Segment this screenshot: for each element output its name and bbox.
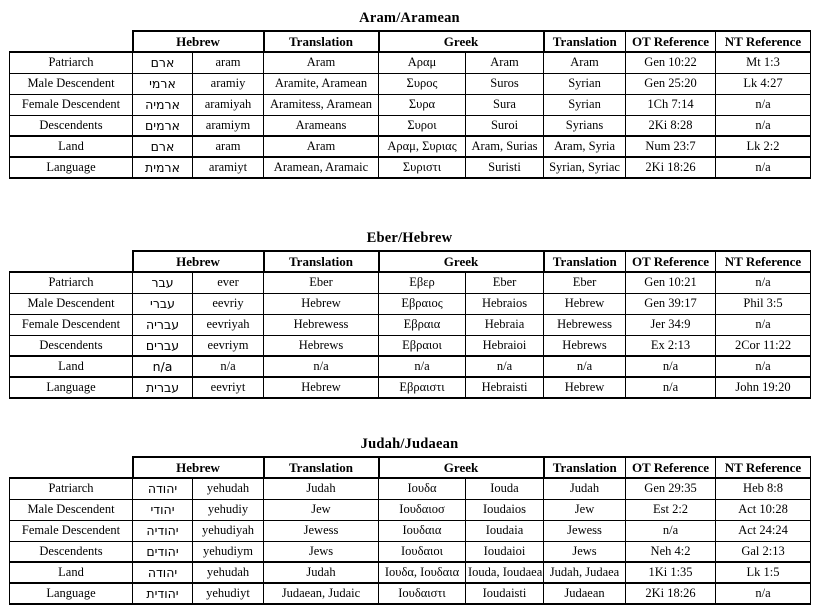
nt-reference-cell: n/a	[716, 272, 811, 293]
hebrew-script-cell: עברית	[133, 377, 193, 398]
hebrew-script-cell: יהודים	[133, 541, 193, 562]
corner-cell	[10, 457, 133, 478]
ot-reference-cell: Gen 25:20	[626, 73, 716, 94]
table-row-language	[10, 377, 811, 398]
table-row-descendents	[10, 335, 811, 356]
greek-translation-cell: Syrian, Syriac	[544, 157, 626, 178]
col-header-ot-reference: OT Reference	[626, 251, 716, 272]
hebrew-translit-cell: eevriyt	[193, 377, 264, 398]
hebrew-translit-cell: aramiyt	[193, 157, 264, 178]
hebrew-script-cell: עברי	[133, 293, 193, 314]
language-table-aram	[9, 30, 811, 179]
greek-translation-cell: Syrian	[544, 94, 626, 115]
hebrew-script-cell: ארמי	[133, 73, 193, 94]
ot-reference-cell: Neh 4:2	[626, 541, 716, 562]
table-row-female-descendent	[10, 520, 811, 541]
row-label: Male Descendent	[10, 73, 133, 94]
greek-script-cell: Ιουδα	[379, 478, 466, 499]
language-table-eber	[9, 250, 811, 399]
hebrew-translit-cell: n/a	[193, 356, 264, 377]
nt-reference-cell: n/a	[716, 356, 811, 377]
hebrew-translation-cell: Hebrew	[264, 293, 379, 314]
greek-translation-cell: Eber	[544, 272, 626, 293]
nt-reference-cell: Act 10:28	[716, 499, 811, 520]
col-header-translation-2: Translation	[544, 457, 626, 478]
hebrew-script-cell: ארמיה	[133, 94, 193, 115]
hebrew-translit-cell: yehudah	[193, 562, 264, 583]
greek-translit-cell: Iouda, Ioudaea	[466, 562, 544, 583]
greek-translation-cell: Syrian	[544, 73, 626, 94]
nt-reference-cell: Act 24:24	[716, 520, 811, 541]
hebrew-translation-cell: n/a	[264, 356, 379, 377]
table-row-male-descendent	[10, 293, 811, 314]
hebrew-translit-cell: aramiym	[193, 115, 264, 136]
col-header-nt-reference: NT Reference	[716, 457, 811, 478]
row-label: Female Descendent	[10, 314, 133, 335]
hebrew-translation-cell: Hebrews	[264, 335, 379, 356]
row-label: Female Descendent	[10, 520, 133, 541]
greek-translit-cell: Sura	[466, 94, 544, 115]
greek-script-cell: Συρος	[379, 73, 466, 94]
row-label: Language	[10, 583, 133, 604]
greek-translation-cell: Jews	[544, 541, 626, 562]
greek-translation-cell: n/a	[544, 356, 626, 377]
row-label: Land	[10, 356, 133, 377]
row-label: Descendents	[10, 335, 133, 356]
greek-translit-cell: Hebraisti	[466, 377, 544, 398]
table-row-language	[10, 583, 811, 604]
greek-translation-cell: Jewess	[544, 520, 626, 541]
greek-translit-cell: Hebraios	[466, 293, 544, 314]
ot-reference-cell: Num 23:7	[626, 136, 716, 157]
hebrew-translation-cell: Jews	[264, 541, 379, 562]
table-row-descendents	[10, 541, 811, 562]
table-row-male-descendent	[10, 73, 811, 94]
greek-script-cell: Αραμ, Συριας	[379, 136, 466, 157]
hebrew-translit-cell: yehudiy	[193, 499, 264, 520]
greek-translation-cell: Jew	[544, 499, 626, 520]
greek-script-cell: Εβραια	[379, 314, 466, 335]
col-header-nt-reference: NT Reference	[716, 251, 811, 272]
greek-translit-cell: Ioudaisti	[466, 583, 544, 604]
hebrew-translation-cell: Aram	[264, 136, 379, 157]
row-label: Patriarch	[10, 52, 133, 73]
greek-script-cell: n/a	[379, 356, 466, 377]
row-label: Land	[10, 562, 133, 583]
table-row-descendents	[10, 115, 811, 136]
ot-reference-cell: 1Ki 1:35	[626, 562, 716, 583]
ot-reference-cell: 2Ki 18:26	[626, 583, 716, 604]
col-header-nt-reference: NT Reference	[716, 31, 811, 52]
greek-script-cell: Εβραιστι	[379, 377, 466, 398]
nt-reference-cell: 2Cor 11:22	[716, 335, 811, 356]
ot-reference-cell: Jer 34:9	[626, 314, 716, 335]
hebrew-script-cell: ארם	[133, 52, 193, 73]
greek-translation-cell: Judaean	[544, 583, 626, 604]
header-row	[10, 31, 811, 52]
row-label: Descendents	[10, 541, 133, 562]
greek-script-cell: Ιουδαια	[379, 520, 466, 541]
nt-reference-cell: Lk 4:27	[716, 73, 811, 94]
col-header-translation-2: Translation	[544, 31, 626, 52]
hebrew-translation-cell: Jewess	[264, 520, 379, 541]
hebrew-translit-cell: eevriy	[193, 293, 264, 314]
ot-reference-cell: 1Ch 7:14	[626, 94, 716, 115]
col-header-greek: Greek	[379, 457, 544, 478]
greek-translit-cell: Suristi	[466, 157, 544, 178]
hebrew-translation-cell: Hebrewess	[264, 314, 379, 335]
hebrew-script-cell: עברים	[133, 335, 193, 356]
hebrew-translation-cell: Aram	[264, 52, 379, 73]
row-label: Male Descendent	[10, 293, 133, 314]
hebrew-translation-cell: Aramean, Aramaic	[264, 157, 379, 178]
row-label: Land	[10, 136, 133, 157]
ot-reference-cell: 2Ki 8:28	[626, 115, 716, 136]
table-row-female-descendent	[10, 314, 811, 335]
greek-script-cell: Εβερ	[379, 272, 466, 293]
hebrew-script-cell: ארמית	[133, 157, 193, 178]
greek-script-cell: Ιουδαιοι	[379, 541, 466, 562]
greek-script-cell: Εβραιος	[379, 293, 466, 314]
hebrew-translit-cell: aramiyah	[193, 94, 264, 115]
hebrew-script-cell: יהודה	[133, 478, 193, 499]
table-section-judah	[9, 436, 810, 605]
table-row-land	[10, 136, 811, 157]
nt-reference-cell: n/a	[716, 157, 811, 178]
greek-translit-cell: Iouda	[466, 478, 544, 499]
row-label: Language	[10, 377, 133, 398]
hebrew-script-cell: ארם	[133, 136, 193, 157]
table-section-aram	[9, 10, 810, 179]
nt-reference-cell: Mt 1:3	[716, 52, 811, 73]
hebrew-script-cell: עבריה	[133, 314, 193, 335]
hebrew-translation-cell: Eber	[264, 272, 379, 293]
ot-reference-cell: Gen 29:35	[626, 478, 716, 499]
ot-reference-cell: Gen 10:22	[626, 52, 716, 73]
hebrew-script-cell: יהודית	[133, 583, 193, 604]
hebrew-translit-cell: eevriyah	[193, 314, 264, 335]
hebrew-script-cell: יהודיה	[133, 520, 193, 541]
row-label: Female Descendent	[10, 94, 133, 115]
ot-reference-cell: n/a	[626, 356, 716, 377]
greek-translit-cell: Eber	[466, 272, 544, 293]
hebrew-translit-cell: yehudah	[193, 478, 264, 499]
row-label: Patriarch	[10, 478, 133, 499]
col-header-ot-reference: OT Reference	[626, 31, 716, 52]
greek-translit-cell: Suroi	[466, 115, 544, 136]
greek-translation-cell: Aram	[544, 52, 626, 73]
hebrew-translation-cell: Arameans	[264, 115, 379, 136]
table-row-female-descendent	[10, 94, 811, 115]
table-row-land	[10, 356, 811, 377]
nt-reference-cell: n/a	[716, 115, 811, 136]
ot-reference-cell: Ex 2:13	[626, 335, 716, 356]
table-title-eber: Eber/Hebrew	[366, 230, 453, 246]
table-title-judah: Judah/Judaean	[360, 436, 459, 452]
col-header-greek: Greek	[379, 31, 544, 52]
col-header-greek: Greek	[379, 251, 544, 272]
greek-translation-cell: Hebrew	[544, 293, 626, 314]
hebrew-script-cell: יהודה	[133, 562, 193, 583]
table-row-patriarch	[10, 272, 811, 293]
col-header-translation-1: Translation	[264, 251, 379, 272]
greek-translit-cell: Ioudaioi	[466, 541, 544, 562]
nt-reference-cell: Heb 8:8	[716, 478, 811, 499]
table-row-patriarch	[10, 478, 811, 499]
hebrew-translation-cell: Aramite, Aramean	[264, 73, 379, 94]
greek-script-cell: Ιουδαιοσ	[379, 499, 466, 520]
ot-reference-cell: Gen 10:21	[626, 272, 716, 293]
greek-translation-cell: Judah	[544, 478, 626, 499]
hebrew-translit-cell: yehudiyah	[193, 520, 264, 541]
nt-reference-cell: n/a	[716, 94, 811, 115]
greek-translation-cell: Syrians	[544, 115, 626, 136]
ot-reference-cell: Est 2:2	[626, 499, 716, 520]
row-label: Language	[10, 157, 133, 178]
greek-translit-cell: Hebraia	[466, 314, 544, 335]
greek-translit-cell: Ioudaia	[466, 520, 544, 541]
nt-reference-cell: n/a	[716, 583, 811, 604]
greek-translit-cell: Hebraioi	[466, 335, 544, 356]
greek-script-cell: Αραμ	[379, 52, 466, 73]
hebrew-translit-cell: aramiy	[193, 73, 264, 94]
nt-reference-cell: Lk 1:5	[716, 562, 811, 583]
hebrew-translit-cell: ever	[193, 272, 264, 293]
hebrew-translit-cell: yehudiyt	[193, 583, 264, 604]
greek-translation-cell: Hebrews	[544, 335, 626, 356]
hebrew-script-cell: יהודי	[133, 499, 193, 520]
greek-translation-cell: Judah, Judaea	[544, 562, 626, 583]
row-label: Patriarch	[10, 272, 133, 293]
greek-script-cell: Ιουδα, Ιουδαια	[379, 562, 466, 583]
greek-translit-cell: n/a	[466, 356, 544, 377]
greek-translit-cell: Aram	[466, 52, 544, 73]
nt-reference-cell: n/a	[716, 314, 811, 335]
greek-translit-cell: Suros	[466, 73, 544, 94]
greek-translation-cell: Hebrewess	[544, 314, 626, 335]
language-table-judah	[9, 456, 811, 605]
row-label: Descendents	[10, 115, 133, 136]
col-header-hebrew: Hebrew	[133, 251, 264, 272]
nt-reference-cell: Phil 3:5	[716, 293, 811, 314]
greek-translit-cell: Aram, Surias	[466, 136, 544, 157]
hebrew-translation-cell: Judaean, Judaic	[264, 583, 379, 604]
ot-reference-cell: n/a	[626, 520, 716, 541]
table-section-eber	[9, 230, 810, 399]
greek-translit-cell: Ioudaios	[466, 499, 544, 520]
header-row	[10, 251, 811, 272]
hebrew-translation-cell: Jew	[264, 499, 379, 520]
hebrew-translit-cell: yehudiym	[193, 541, 264, 562]
hebrew-script-cell: ארמים	[133, 115, 193, 136]
col-header-translation-2: Translation	[544, 251, 626, 272]
greek-translation-cell: Hebrew	[544, 377, 626, 398]
corner-cell	[10, 31, 133, 52]
hebrew-translation-cell: Hebrew	[264, 377, 379, 398]
hebrew-script-cell: עבר	[133, 272, 193, 293]
col-header-ot-reference: OT Reference	[626, 457, 716, 478]
hebrew-script-cell: n/a	[133, 356, 193, 377]
greek-translation-cell: Aram, Syria	[544, 136, 626, 157]
ot-reference-cell: n/a	[626, 377, 716, 398]
nt-reference-cell: Lk 2:2	[716, 136, 811, 157]
header-row	[10, 457, 811, 478]
greek-script-cell: Συρα	[379, 94, 466, 115]
hebrew-translit-cell: eevriym	[193, 335, 264, 356]
col-header-translation-1: Translation	[264, 457, 379, 478]
table-row-male-descendent	[10, 499, 811, 520]
col-header-hebrew: Hebrew	[133, 457, 264, 478]
hebrew-translit-cell: aram	[193, 52, 264, 73]
ot-reference-cell: 2Ki 18:26	[626, 157, 716, 178]
ot-reference-cell: Gen 39:17	[626, 293, 716, 314]
corner-cell	[10, 251, 133, 272]
col-header-translation-1: Translation	[264, 31, 379, 52]
hebrew-translation-cell: Aramitess, Aramean	[264, 94, 379, 115]
table-title-aram: Aram/Aramean	[359, 10, 460, 26]
table-row-land	[10, 562, 811, 583]
greek-script-cell: Συροι	[379, 115, 466, 136]
col-header-hebrew: Hebrew	[133, 31, 264, 52]
hebrew-translation-cell: Judah	[264, 562, 379, 583]
nt-reference-cell: Gal 2:13	[716, 541, 811, 562]
greek-script-cell: Συριστι	[379, 157, 466, 178]
greek-script-cell: Εβραιοι	[379, 335, 466, 356]
row-label: Male Descendent	[10, 499, 133, 520]
table-row-language	[10, 157, 811, 178]
hebrew-translation-cell: Judah	[264, 478, 379, 499]
greek-script-cell: Ιουδαιστι	[379, 583, 466, 604]
hebrew-translit-cell: aram	[193, 136, 264, 157]
table-row-patriarch	[10, 52, 811, 73]
nt-reference-cell: John 19:20	[716, 377, 811, 398]
